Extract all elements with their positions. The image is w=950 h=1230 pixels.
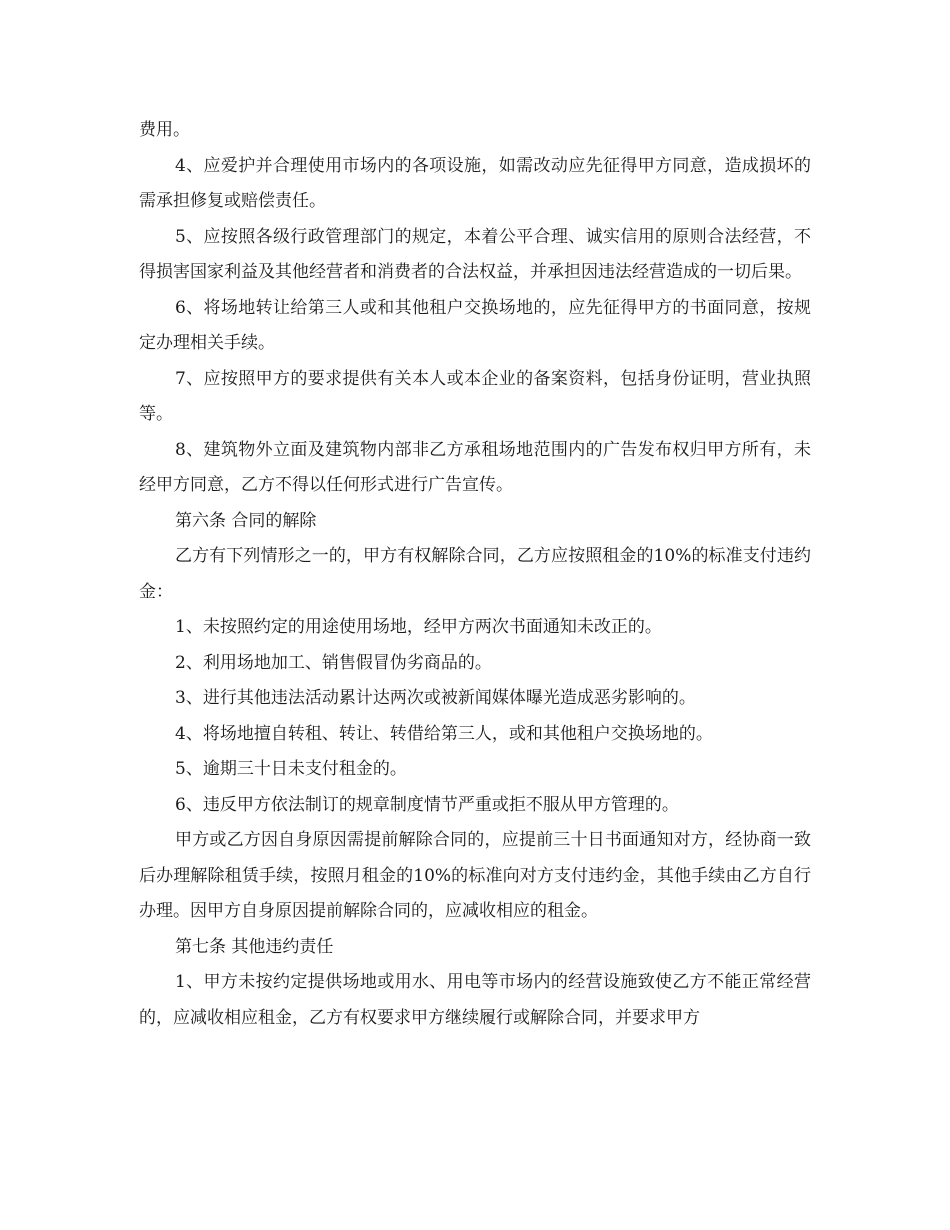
termination-item-1: 1、未按照约定的用途使用场地，经甲方两次书面通知未改正的。 <box>175 617 662 637</box>
termination-item-6: 6、违反甲方依法制订的规章制度情节严重或拒不服从甲方管理的。 <box>175 794 679 815</box>
termination-item-5: 5、逾期三十日未支付租金的。 <box>175 759 407 779</box>
termination-item-3: 3、进行其他违法活动累计达两次或被新闻媒体曝光造成恶劣影响的。 <box>175 688 696 708</box>
termination-item-4: 4、将场地擅自转租、转让、转借给第三人，或和其他租户交换场地的。 <box>175 723 713 744</box>
article-7-heading: 第七条 其他违约责任 <box>175 936 334 957</box>
paragraph-continuation: 费用。 <box>139 120 190 140</box>
paragraph-clause-6: 6、将场地转让给第三人或和其他租户交换场地的，应先征得甲方的书面同意，按规定办理相关手续。 <box>139 297 811 353</box>
early-termination-paragraph: 甲方或乙方因自身原因需提前解除合同的，应提前三十日书面通知对方，经协商一致后办理解除租赁手续，按照月租金的10%的标准向对方支付违约金，其他手续由乙方自行办理。因甲方自身原因提前解除合同的，应减收相应的租金。 <box>139 830 811 921</box>
paragraph-clause-5: 5、应按照各级行政管理部门的规定，本着公平合理、诚实信用的原则合法经营，不得损害国家利益及其他经营者和消费者的合法权益，并承担因违法经营造成的一切后果。 <box>139 226 811 282</box>
paragraph-clause-7: 7、应按照甲方的要求提供有关本人或本企业的备案资料，包括身份证明，营业执照等。 <box>139 368 811 424</box>
article-6-heading: 第六条 合同的解除 <box>175 510 317 531</box>
document-body <box>139 113 811 1036</box>
paragraph-clause-8: 8、建筑物外立面及建筑物内部非乙方承租场地范围内的广告发布权归甲方所有，未经甲方同意，乙方不得以任何形式进行广告宣传。 <box>139 439 811 495</box>
paragraph-clause-4: 4、应爱护并合理使用市场内的各项设施，如需改动应先征得甲方同意，造成损坏的需承担修复或赔偿责任。 <box>139 155 811 211</box>
article-7-item-1: 1、甲方未按约定提供场地或用水、用电等市场内的经营设施致使乙方不能正常经营的，应减收相应租金，乙方有权要求甲方继续履行或解除合同，并要求甲方 <box>139 972 811 1028</box>
termination-item-2: 2、利用场地加工、销售假冒伪劣商品的。 <box>175 652 492 673</box>
article-6-intro: 乙方有下列情形之一的，甲方有权解除合同，乙方应按照租金的10%的标准支付违约金： <box>139 546 811 602</box>
